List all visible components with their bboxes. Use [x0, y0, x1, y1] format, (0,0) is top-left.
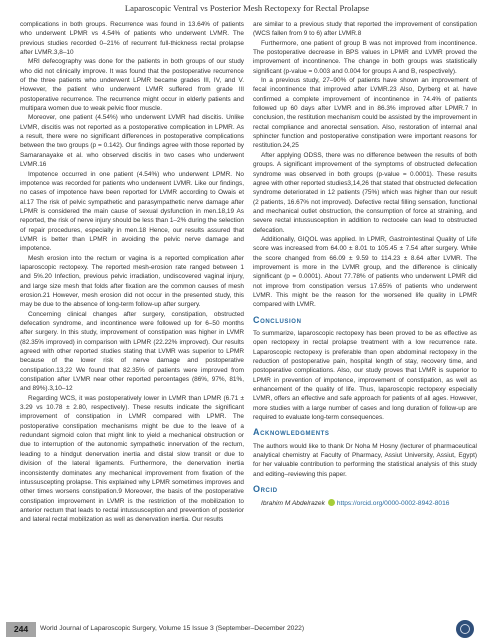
page-number: 244 — [6, 622, 36, 637]
left-paragraph: Moreover, one patient (4.54%) who underwent LVMR had discitis. Unlike LVMR, discitis was not reported as a postoperative complication in LPMR. As a result, there were no significant differences in postoperative complications between the two groups (p = 0.142). Our findings agree with those reported by Samaranayake et al. who observed discitis in two cases who underwent LVMR.16 — [20, 114, 244, 169]
left-column — [20, 20, 244, 525]
right-paragraph: Additionally, GIQOL was applied. In LPMR, Gastrointestinal Quality of Life score was increased from 64.00 ± 8.01 to 105.45 ± 7.54 after surgery. While the score changed from 66.09 ± 9.59 to 114.23 ± 8.64 after LVMR. The improvement is more in the LVMR group, and the difference is clinically significant (p = 0.0001). About 77.78% of patients who underwent LPMR did not improve from constipation versus 17.65% of patients who underwent LVMR. This might be the reason for the worsened life quality in LPMR compared with LVMR. — [253, 235, 477, 309]
left-paragraph: complications in both groups. Recurrence was found in 13.64% of patients who underwent LPMR vs 4.54% of patients who underwent LVMR. The previous studies recorded 0–21% of recurrent full-thickness rectal prolapse after LVMR.3,8–10 — [20, 21, 244, 57]
orcid-link[interactable]: https://orcid.org/0000-0002-8942-8016 — [336, 499, 450, 507]
acknowledgments-heading: Acknowledgments — [253, 427, 330, 438]
left-paragraph: Impotence occurred in one patient (4.54%) who underwent LPMR. No impotence was recorded for patients who underwent LVMR. Like our findings, no cases of impotence have been reported for LVMR according to Owais et al.17 The risk of pelvic sympathetic and parasympathetic nerve damage after LPMR is considered the main cause of sexual dysfunction in men.18,19 As reported, the risk of nerve injury should be less than 1–2% during the selection of repair procedures, especially in men.18 Hence, our results assured that LVMR is better than LPMR in avoiding the pelvic nerve damage and impotence. — [20, 170, 244, 253]
orcid-icon — [328, 499, 335, 506]
orcid-heading: Orcid — [253, 484, 278, 495]
left-paragraph: Concerning clinical changes after surgery, constipation, obstructed defecation syndrome, and incontinence were followed up for 6–50 months after surgery. In this study, improvement of constipation was higher in LVMR (82.35% improved) in comparison with LPMR (22.22% improved). Our results agreed with other reported studies stating that LVMR was superior to LPMR because of the lower risk of nerve damage and postoperative constipation.13,22 We found that 82.35% of patients were improved from constipation after LVMR near other reported percentages (86%, 97%, 81%, and 89%).3,10–12 — [20, 310, 244, 393]
journal-citation: World Journal of Laparoscopic Surgery, Volume 15 Issue 3 (September–December 2022) — [40, 625, 305, 632]
page-footer — [0, 618, 494, 640]
conclusion-heading: Conclusion — [253, 314, 302, 325]
left-paragraph: MRI defecography was done for the patients in both groups of our study who did not clinically improve. It was found that the postoperative recurrence of the three patients who underwent LPMR became grades III, IV, and V. However, the patient who underwent LVMR suffered from grade III postoperative recurrence. The recurrence might occur in elderly patients and multipara women due to weak pelvic floor muscle. — [20, 58, 244, 113]
left-paragraph: Mesh erosion into the rectum or vagina is a reported complication after laparoscopic rectopexy. The reported mesh-erosion rate ranged between 1 and 5%.20 Infection, previous pelvic irradiation, undiscovered vaginal injury, and large size mesh that folds after fixation are the common causes of mesh erosion.21 However, mesh erosion did not occur in the presented study, this may be due to the absence of long-term follow-up after surgery. — [20, 254, 244, 309]
left-paragraph: Regarding WCS, it was postoperatively lower in LVMR than LPMR (6.71 ± 3.29 vs 10.78 ± 2.80, respectively). These results indicate the significant improvement of constipation in LVMR compared with LPMR. The postoperative constipation mechanisms might be due to the leave of a redundant sigmoid colon that might link to yield a mechanical obstruction or due to interruption of the autonomic sympathetic innervation of the rectum, leading to a hindgut denervation inertia and distal slow transit or due to division of the lateral ligaments. Furthermore, the denervation inertia inconsistently dominates any mechanical improvement from fixation of the intussuscepting prolapse. This explained why LPMR sometimes improves and other times worsens constipation.9 Moreover, the basis of the postoperative constipation improvement in LVMR is the restriction of the mobilization to anterior rectum that leads to rectal intussusception and prevention of posterior and lateral rectal mobilization as well as denervation inertia. Our results — [20, 394, 244, 524]
right-paragraph: After applying ODSS, there was no difference between the results of both groups. A significant improvement of the symptoms of obstructed defecation syndrome was observed in both groups (p-value = 0.0001). These results agree with other reported studies3,14,26 that stated that obstructed defecation syndrome deteriorated in 12 patients (75%) which was higher than our result (2 patients, 16.67% not improved). Defective rectal filling sensation, functional and mechanical outlet obstruction, the consumption of force at straining, and severe rectal intussusception in addition to rectocele can lead to obstructed defecation. — [253, 151, 477, 234]
journal-logo-icon — [456, 620, 474, 638]
orcid-author-name: Ibrahim M Abdelrazek — [261, 499, 325, 507]
running-header: Laparoscopic Ventral vs Posterior Mesh Rectopexy for Rectal Prolapse — [124, 3, 370, 13]
right-paragraph: In a previous study, 27–90% of patients have shown an improvement of fecal incontinence that improved after LVMR.23 Also, Dyrberg et al. have confirmed a complete improvement of incontinence in 74.4% of patients followed up 60 days after LVMR and in 86.3% improved after LPMR.7 In conclusion, the restitution mechanism could be assisted by the improvement in rectal compliance and anorectal sensation. Also, restoration of internal anal sphincter function and postoperative constipation were important reasons for restitution.24,25 — [253, 77, 477, 150]
right-paragraph: Furthermore, one patient of group B was not improved from incontinence. The postoperative decrease in BPS values in LPMR and LVMR proved the improvement of incontinence. The change in both groups was statistically significant (p-value = 0.003 and 0.004 for groups A and B, respectively). — [253, 39, 477, 75]
right-paragraph: are similar to a previous study that reported the improvement of constipation (WCS fallen from 9 to 6) after LVMR.8 — [253, 21, 477, 38]
right-column — [253, 20, 477, 508]
orcid-entry — [253, 499, 477, 508]
acknowledgments-paragraph: The authors would like to thank Dr Noha M Hosny (lecturer of pharmaceutical analytical chemistry at Faculty of Pharmacy, Assiut University, Assiut, Egypt) for her valuable contribution to performing the statistical analysis of this study and editing–reviewing this paper. — [253, 442, 477, 478]
conclusion-paragraph: To summarize, laparoscopic rectopexy has been proved to be as effective as open rectopexy in rectal prolapse treatment with a low recurrence rate. Laparoscopic rectopexy is preferable than open abdominal rectopexy in the reduction of postoperative pain, hospital length of stay, recovery time, and postoperative complications. Also, our study proves that LVMR is superior to LPMR in prevention of impotence, improvement of constipation, as well as enhancement of the quality of life. Thus, laparoscopic rectopexy especially LVMR, offers an effective and safe approach for patients of all ages. However, more studies with a large number of cases and long duration of follow-up are required to evaluate long-term consequences. — [253, 330, 477, 422]
